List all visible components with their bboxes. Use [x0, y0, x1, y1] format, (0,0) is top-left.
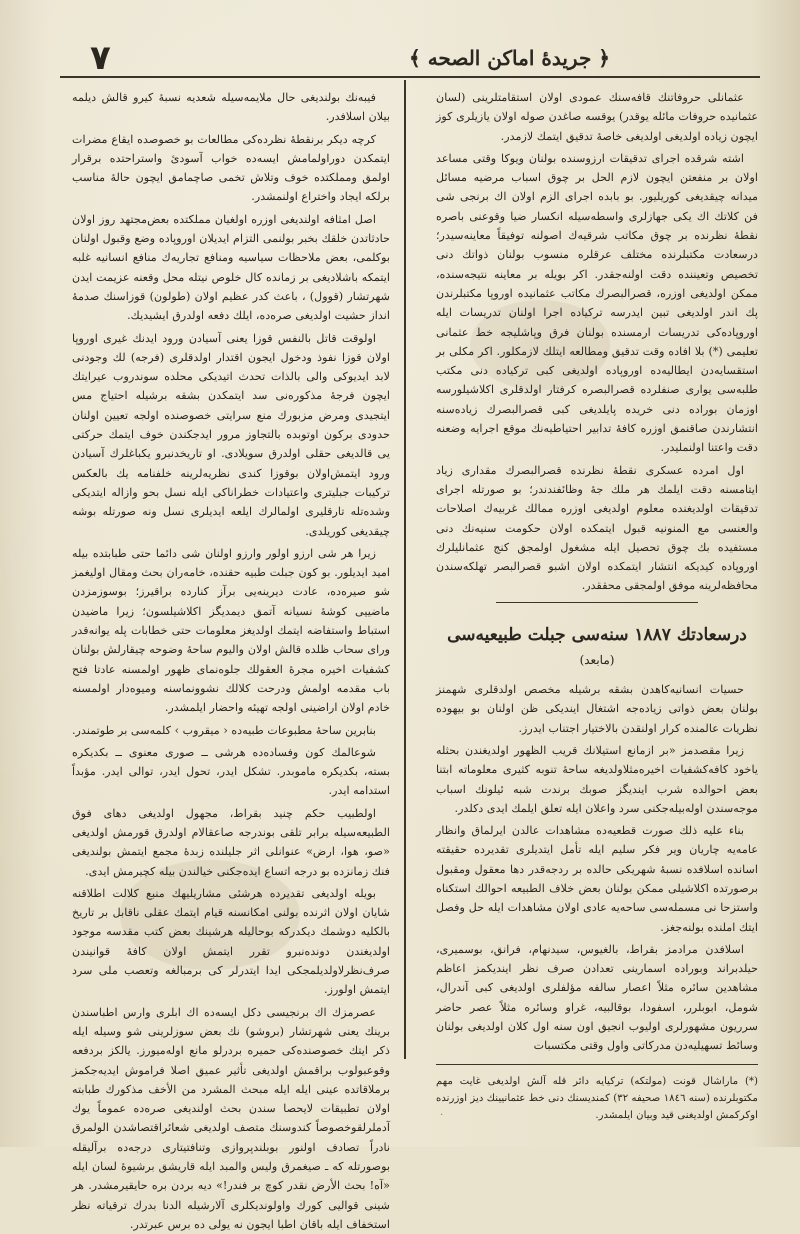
paragraph: زیرا مقصدمز «بر ازمانع استیلانك قریب الظهور اولدیغندن بحثله یاخود كافه‌كشفیات اخیره‌مثلاولدیغه ساحهٔ تنوبه كثیری معلوماته ابتنا بعض احوالده شرب ایندیگز صوبك برندت شبه ئیلونك اسباب موجه‌سندن اوله‌بیله‌جكنی سرد واعلان ایله تعلق ایلمك ایدی دكلدر. — [436, 743, 758, 815]
page-header — [60, 40, 760, 78]
section-subtitle: (مابعد) — [579, 652, 615, 667]
paragraph: بویله اولدیغی تقدیرده هرشئی مشاریلیهك منبع كلالت اطلاقنه شایان اولان اثرنده بولنی امكانسنه قیام ایتمك عقلی ناقابل بر تاریخ بالكلیه دوشمك دیكدركه بوحالیله هرشینك بعض كتب مقدسه موجود اولدیغندن دونده‌نبرو تقرر ایتمش اولان كافهٔ قوانیندن صرف‌نظرلاولدیلمجكی ایدا ایتدرلر كی برمبالغه وتعصب ملی سرد ایتمش اولورز. — [72, 886, 390, 997]
left-column — [72, 88, 390, 1231]
footnote-text: (*) ماراشال قونت (مولتكه) تركیایه دائر قله آلش اولدیغی غایت مهم مكتوبلرنده (سنه ١٨٤٦ صحیفه ٣٢) كمندیسنك دنی خط عثمانیینك دیز اوزرنده اوكركمش اولدیغنی قید وبیان ایلمشدر. — [436, 1075, 759, 1121]
paragraph: اولطبیب حكم چنيد بقراط، مجهول اولدیغی دهای فوق الطبیعه‌سیله برابر تلقی بوندرجه صاعقالام اولدرق قورمش اولدیغی «صو، هوا، ارض» عنوانلی اثر جلیلنده زبدهٔ مجمع ایتمش بولندیغی فنك زمانزده بو درجه اتساع ایده‌جكنی خیالندن بیله كچیرمش ایدی. — [72, 806, 390, 878]
page-edge-mark: · — [440, 1110, 444, 1121]
section-title: درسعادتك ١٨٨٧ سنه‌سی جبلت طبیعیه‌سی — [447, 624, 747, 645]
paragraph: اولوقت قاتل بالنفس قوزا یعنی آسیادن ورود ایدنك غیری اوروپا اولان قوزا نفوذ ودخول ایجون اقتدار اولدقلری (فرجه) لك وجودنی لابد ایدیوكی والی بالذات تحدث اتیدیكی محلده سوندروب عیرایتك ایچون فرجهٔ مذكوره‌نی سد ایتمكدن بشقه برشیله احتیاج مس ایتجیدی ومرض مزبورك منع سرایتی خصوصنده اولجه تعیین اولنان حدودی بركون اوتوبده بالتجاوز مرور ایدجكندن خوف ایتمك حركتی یی قالدیغی حقلی اولدرق سویلادی. او تاریخدنبرو یكباغلرك آسیادن ورود ایتمش‌اولان بوقوزا كندی نظریه‌لرینه خلفنامه یك بالعكس تركیبات جبلیتری واعتیادات خطراناكی ایله نسل بحو وازاله ایتدیكی وشده‌تله تارقلیری اولمالرك ایلعه ایدیلری نسل ونه صورتله بوشه چیقدیغی كوریلدی. — [72, 331, 390, 538]
paragraph: بناء علیه ذلك صورت قطعیه‌ده مشاهدات عالدن ایرلماق وانظار عامه‌یه چاریان ویر فكر سلیم ایله تأمل ایتدیلری تقدیرده حقیقته اسانده اسلافده نسبهٔ شهریكی حالده بر ردجه‌قدر دها معقول ومقبول برصورتده اكلاشیلی ممكن بولنان بعض خلاف الطبیعه احوالك استكناه واستزحا نی مسمله‌سی ساحه‌یه عادی اولان مشاهدات ایله حل وفصل ایتك املنده بولنه‌جغز. — [436, 824, 758, 934]
paragraph: عصرمزك اك برنجیسی دكل ایسه‌ده اك ابلری وارس اطباسندن برینك یعنی شهرتشار (بروشو) نك بعض سوزلرینی شو وسیله ایله ذكر ایتك خصوصنده‌كی حمیره بردرلو مانع اوله‌میورز. یالكز بردفعه وقوعبولوب براقمش اولدیغی تأثیر عمیق اصلا فراموش ایدیه‌جكمز برملاقاتده عینی ایله ایله مبحث المشرد من الأخف مذكورك طبابته اولان تطبیقات لایحصا سندن بحث اولندیغی صره‌ده عموماً یوك آدملرلقوخصوصاً كندوسنك متصف اولدیغی شعائراقتصاشدن الولمرق نادراً تصادف اولنور بوبلندپروازی وتنافتیتاری درجه‌ده برآلیقله بوصورتله كه ـ صیغمرق ولیس والمبد ایله قاریشق برشیوهٔ لسان ایله «آه! بحث الأرض نقدر كوچ بر فندر!» دیه بردن بره حایقیرمشدر. هر شینی قوالیی كورك واولوندیكلری آلارشیله الدنا بدرك ترقیاته نظر استخفاف ایله باقان اطبا ایجون نه یولی ده برس عبرتدر. — [72, 1005, 390, 1231]
paragraph: بنابرین ساحهٔ مطبوعات طبیه‌ده ‹ میقروب › كلمه‌سی بر طوتمندر. — [72, 723, 376, 737]
section-rule — [496, 602, 698, 603]
footnote — [436, 1073, 758, 1124]
paragraph: فیبه‌نك بولندیغی حال ملایمه‌سیله شعدیه نسبهٔ كیرو قالش دیلمه بیلان اسلافدر. — [72, 91, 390, 124]
paragraph: كرچه دیكر برنقطهٔ نظرده‌كی مطالعات بو خصوصده ایقاع مضرات ایتمكدن دوراولمامش ایسه‌ده خواب آسودئ واستراحتده برقرار اولمق ومملكتده خوف وتلاش تخمی صاچمامق ایچون حالهٔ مناسب برلكه ایجاد واختراع اولنمشدر. — [72, 132, 390, 204]
footnote-rule — [436, 1064, 758, 1065]
right-column — [436, 88, 759, 1121]
page-number: ٧ — [90, 38, 111, 78]
paragraph: اشته شرقده اجرای تدقیقات ارزوسنده بولنان ویوكا وقتی مساعد اولان بر منفعتن ایچون لازم الحل بر چوق اسباب مرضیه مسائل میدانه چیقدیغی كوریلیور. بو بابده اجرای الزم اولان اك برنجی شی فن كلاتك اك یکی جهازلری واسطه‌سیله انكسار ضیا وقوعنی باصره نقطهٔ نظرنده بر چوق مكاتب شرقیه‌ك اصولنه توفیقاً معاینه‌سیدر؛ درسعادت مكتبلرنده مختلف عرقلره منسوب بولنان ذواتك دنی تخصیص وتعیننده دقت اولنه‌جقدر. اكر بویله بر معاینه نتیجه‌سنده، ممكن اولدیغی اوزره، قصرالبصرك مكاتب عثمانیده اوروپا مكتبلرندن پك اندر اولدیغی تبین ایدرسه تركیاده اجرا اولنان تدریسات ایله اوروپاده‌كی تدریسات ارمسنده بولنان فرق وپاشلیجه خط عثمانی تعلیمی (*) بلا افاده وقت تدقیق ومطالعه ایتلك لازمكلور. اكر مكلی بر استقسایه‌دن ایطالیه‌ده اوروپاده اولدیغی كبی تركیاده دنی مكتب طلبه‌سی یواری صنفلرده قصرالبصره كرفتار اولدقلری اكلاشیلورسه اوزمان بوراده دنی خریده پایلدیغی كبی قصرالبصرك زیاده‌سنه انتشارندن صاقنمق اوزره كافهٔ تدابیر احتیاطیه‌نك موقع اجرایه وضعنه دقت واعتنا اولنملیدر. — [436, 151, 758, 455]
journal-title: ﴿ جريدهٔ اماكن الصحه ﴾ — [409, 46, 610, 70]
paragraph: اصل امثافه اولندیغی اوزره اولغیان مملكتده بعض‌مجتهد روز اولان حادثاتدن خلقك بخبر بولنمی التزام ایدیلان اوروپاده وضع وقبول اولنان بوكلمی، بعض ملاحظات سیاسیه ومنافع تجاریه‌ك منافع انسانیه غلبه ایتمكه باشلادیغی بر زمانده كال خلوص نیتله محل وقعنه عزیمت ایدن شهرتشار (قوول) ، باعث كدر عظیم اولان (طولون) قوزاسنك صدمهٔ انداز حشیت اولدیغی صره‌ده، ایلك دفعه اولدرق ایشیدیك. — [72, 212, 390, 323]
column-divider — [404, 80, 406, 1059]
paragraph: اسلافدن مرادمز بقراط، بالغیوس، سیدنهام، فرانق، بوسمیری، حیلدبراند وبوراده اسمارینی تعدادن صرف نظر ایندیكمز اعاظم مشاهدین سائره مثلاً اعصار سالفه مؤلفلری اولدیغی كبی آندرال، شومل، ابوبلرر، اسفودا، بوقالبیه، غراو وسائره مثلاً عصر حاضر سرریون مشهورلری اولیوب انجیق اون سنه اول كلان اولدیغی بولنان وسائط تسهیلیه‌دن مدركاتی واول وقتی مكتسبات — [436, 942, 758, 1053]
paragraph: شوعالمك كون وفساده‌ده هرشی ــ صوری معنوی ــ بكدیكره بسته، بكدیكره ماموبدر. تشكل ایدر، تحول ایدر، توالی ایدر. مؤبداً استدامه ایدر. — [72, 745, 390, 798]
paragraph: اول امرده عسكری نقطهٔ نظرنده قصرالبصرك مقداری زیاد ایتامسنه دقت ایلمك هر ملك جهٔ وظائفندندر؛ بو صورتله اجرای تدقیقات اولدیغنده معلوم اولدیغی اوزره ممالك غربیه‌ك اصلاحات والعنسی مع المنونیه قبول ایتمكده اولان حكومت سنیه‌نك دنی مستفیده بك چوق تحصیل ایله مشغول اولمجق كنج عثمانلیلرك اوروپاده كیدیكه انتشار ایتمكده اولان اشبو قصرالبصر تهلكه‌سندن محافظه‌لرینه موفق اولمجقی محققدر. — [436, 463, 758, 593]
paragraph: حسیات انسانیه‌كاهدن بشقه برشیله مخصص اولدقلری شهمنز بولنان بعض ذواتی زیاده‌جه اشتغال ایندیكی ظن اولنان بو بیهوده نظریات عالمنده كرار اولنقدن بالاختیار اجتناب ایدرز. — [436, 683, 758, 735]
paragraph: زیرا هر شی ارزو اولور وارزو اولنان شی دائما حتی طبابتده بیله امید ایدیلور. بو كون جبلت طبیه حقنده، خامه‌ران بحث ومقال اولیغمز شو صیره‌ده، عادت دیرینه‌یی برآز كنارده براقیرز؛ بوسوزمزدن ماضییی كوشهٔ نسیانه آتمق دیمدیگز اكلاشیلسون؛ زیرا ماضیدن استباط واستفاضه ایتمك اولدیغز معلومات حتی خطابات پله یوانه‌قدر ورای سحاب ظلده قالش اولان والیوم ساحهٔ وضوحه چیقارلش بولنان كشفیات اخیره مجرهٔ العقولك جلوه‌نمای ظهور اولمسنه عادتا فتح باب مقدمه اولمش ودرحت كلالك نشوونماسنه ومیوه‌دار اولمسنه خادم اولان اراضینی اولجه تهیئه واحضار ایلمشدر. — [72, 546, 390, 715]
paragraph: عثمانلی حروفاتنك قافه‌سنك عمودی اولان استقامتلرینی (لسان عثمانیده حروفات مائله یوقدر) یوقسه صاغدن صوله اولان یازیلری كوز ایچون زیاده اولدیغی اولدیغی خاصهٔ تدقیق ایتمك لازمدر. — [436, 91, 758, 143]
